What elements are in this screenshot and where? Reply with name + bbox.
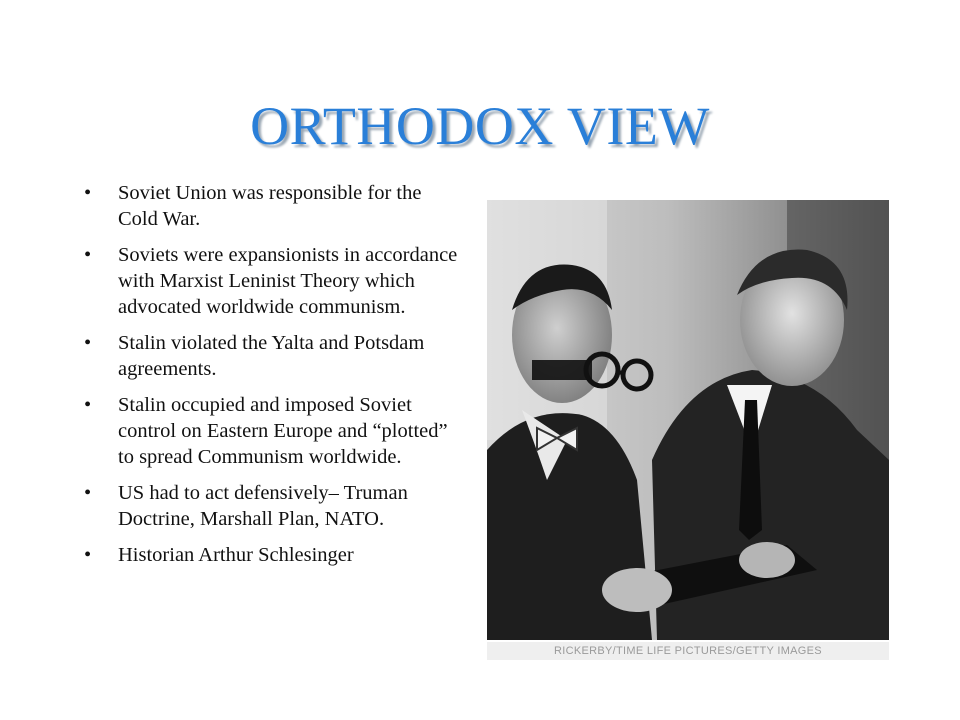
bullet-marker: •: [84, 394, 92, 416]
bullet-item: [84, 542, 466, 568]
photo-credit: RICKERBY/TIME LIFE PICTURES/GETTY IMAGES: [487, 642, 889, 660]
historical-photo: [487, 200, 889, 640]
bullet-marker: •: [84, 332, 92, 354]
slide-title: ORTHODOX VIEW: [250, 96, 710, 156]
bullet-item: [84, 242, 466, 320]
bullet-text: Soviets were expansionists in accordance with Marxist Leninist Theory which advocated worldwide communism.: [118, 244, 458, 318]
bullet-item: [84, 392, 466, 470]
bullet-text: Stalin violated the Yalta and Potsdam agreements.: [118, 332, 425, 380]
bullet-text: Historian Arthur Schlesinger: [118, 544, 354, 566]
bullet-text: Stalin occupied and imposed Soviet control on Eastern Europe and “plotted” to spread Communism worldwide.: [118, 394, 448, 468]
bullet-marker: •: [84, 482, 92, 504]
bullet-marker: •: [84, 182, 92, 204]
photo-figure: [487, 200, 889, 660]
bullet-item: [84, 480, 466, 532]
bullet-list: [84, 180, 466, 578]
bullet-marker: •: [84, 544, 92, 566]
photo-illustration: [487, 200, 889, 640]
bullet-marker: •: [84, 244, 92, 266]
bullet-item: [84, 330, 466, 382]
bullet-item: [84, 180, 466, 232]
bullet-text: Soviet Union was responsible for the Cold War.: [118, 182, 422, 230]
bullet-text: US had to act defensively– Truman Doctrine, Marshall Plan, NATO.: [118, 482, 408, 530]
